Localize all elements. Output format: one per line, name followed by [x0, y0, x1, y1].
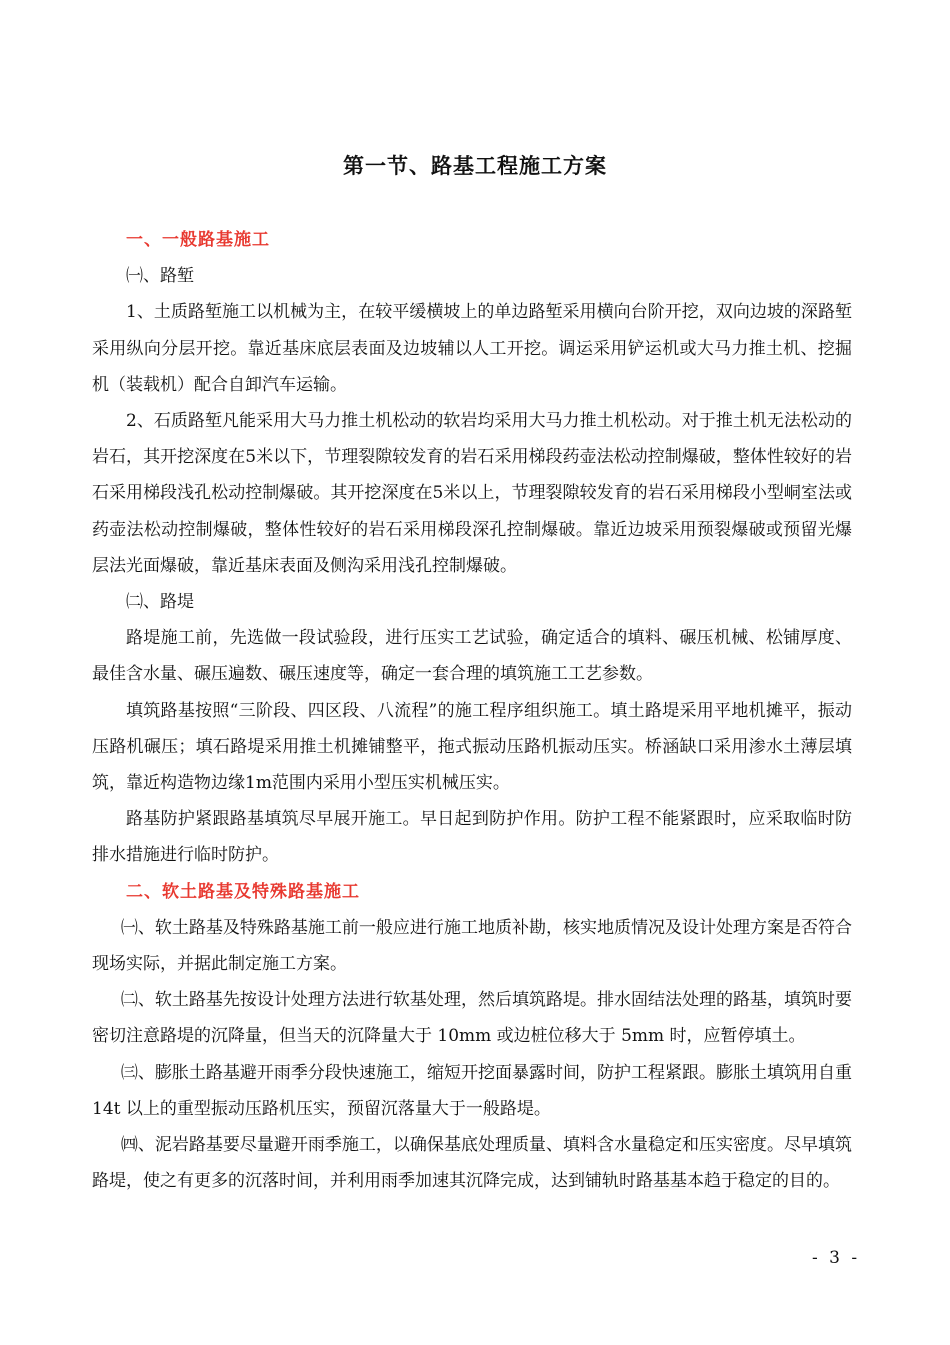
paragraph-rock-cutting: 2、石质路堑凡能采用大马力推土机松动的软岩均采用大马力推土机松动。对于推土机无法松动的岩石，其开挖深度在5米以下，节理裂隙较发育的岩石采用梯段药壶法松动控制爆破，整体性较好的岩石采用梯段浅孔松动控制爆破。其开挖深度在5米以上，节理裂隙较发育的岩石采用梯段小型峒室法或药壶法松动控制爆破，整体性较好的岩石采用梯段深孔控制爆破。靠近边坡采用预裂爆破或预留光爆层法光面爆破，靠近基床表面及侧沟采用浅孔控制爆破。	[92, 411, 852, 576]
section-heading-general-subgrade: 一、一般路基施工	[126, 230, 270, 250]
paragraph-subgrade-protection: 路基防护紧跟路基填筑尽早展开施工。早日起到防护作用。防护工程不能紧跟时，应采取临时防排水措施进行临时防护。	[92, 809, 852, 866]
page-title: 第一节、路基工程施工方案	[343, 154, 607, 178]
paragraph-soft-soil-treatment: ㈡、软土路基先按设计处理方法进行软基处理，然后填筑路堤。排水固结法处理的路基，填筑时要密切注意路堤的沉降量，但当天的沉降量大于 10mm 或边桩位移大于 5mm 时，应暂停填土。	[92, 990, 852, 1047]
page-number: - 3 -	[812, 1248, 861, 1268]
paragraph-mudstone: ㈣、泥岩路基要尽量避开雨季施工，以确保基底处理质量、填料含水量稳定和压实密度。尽早填筑路堤，使之有更多的沉落时间，并利用雨季加速其沉降完成，达到铺轨时路基基本趋于稳定的目的。	[92, 1135, 852, 1192]
paragraph-embankment-trial: 路堤施工前，先选做一段试验段，进行压实工艺试验，确定适合的填料、碾压机械、松铺厚度、最佳含水量、碾压遍数、碾压速度等，确定一套合理的填筑施工工艺参数。	[92, 628, 852, 685]
subsection-heading-embankment: ㈡、路堤	[126, 592, 194, 613]
paragraph-expansive-soil: ㈢、膨胀土路基避开雨季分段快速施工，缩短开挖面暴露时间，防护工程紧跟。膨胀土填筑用自重 14t 以上的重型振动压路机压实，预留沉落量大于一般路堤。	[92, 1062, 852, 1119]
paragraph-soil-cutting: 1、土质路堑施工以机械为主，在较平缓横坡上的单边路堑采用横向台阶开挖，双向边坡的深路堑采用纵向分层开挖。靠近基床底层表面及边坡辅以人工开挖。调运采用铲运机或大马力推土机、挖掘机（装载机）配合自卸汽车运输。	[92, 302, 852, 395]
subsection-heading-cutting: ㈠、路堑	[126, 266, 194, 287]
paragraph-soft-soil-survey: ㈠、软土路基及特殊路基施工前一般应进行施工地质补勘，核实地质情况及设计处理方案是否符合现场实际，并据此制定施工方案。	[92, 917, 852, 975]
document-body	[92, 222, 852, 1199]
section-heading-soft-soil: 二、软土路基及特殊路基施工	[126, 881, 360, 902]
paragraph-embankment-filling: 填筑路基按照“三阶段、四区段、八流程”的施工程序组织施工。填土路堤采用平地机摊平，振动压路机碾压；填石路堤采用推土机摊铺整平，拖式振动压路机振动压实。桥涵缺口采用渗水土薄层填筑，靠近构造物边缘1m范围内采用小型压实机械压实。	[92, 700, 852, 794]
